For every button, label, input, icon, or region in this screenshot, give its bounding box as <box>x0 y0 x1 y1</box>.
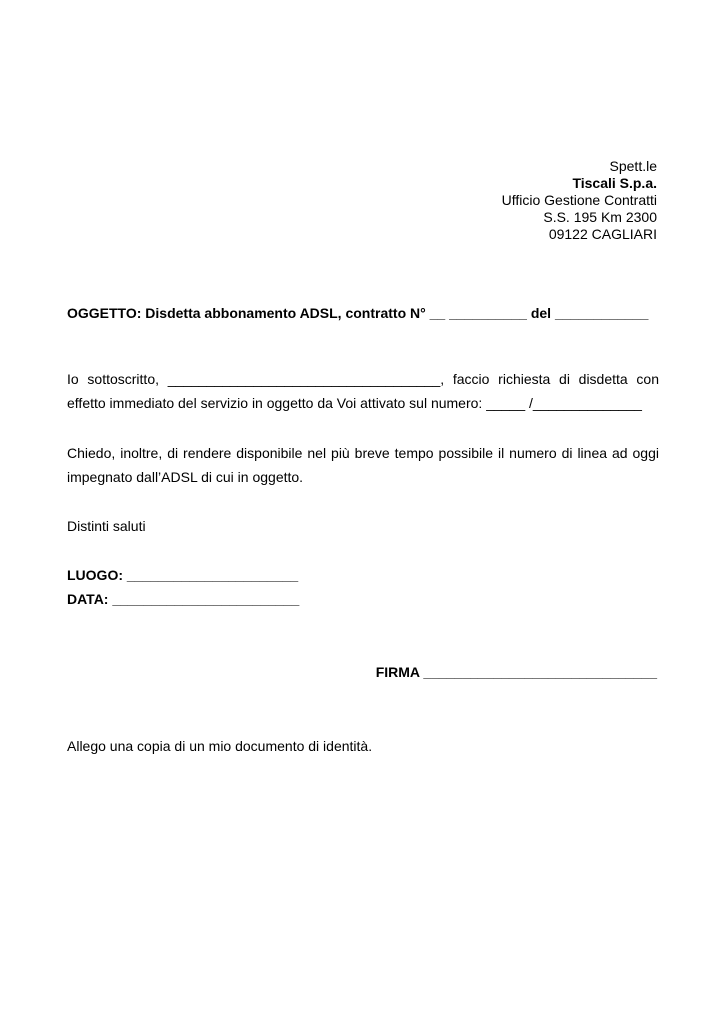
addressee-office: Ufficio Gestione Contratti <box>501 192 657 208</box>
addressee-salutation: Spett.le <box>609 158 657 174</box>
attachment-note: Allego una copia di un mio documento di identità. <box>67 738 373 754</box>
addressee-city: 09122 CAGLIARI <box>548 226 657 242</box>
subject-line: OGGETTO: Disdetta abbonamento ADSL, contratto N° __ __________ del ____________ <box>67 305 649 321</box>
luogo-field: LUOGO: ______________________ <box>67 567 299 583</box>
place-date-fields <box>67 563 659 611</box>
addressee-block <box>502 158 657 243</box>
signature-field: FIRMA ______________________________ <box>375 664 657 680</box>
data-field: DATA: ________________________ <box>67 591 300 607</box>
body-paragraph-2-line-1: Chiedo, inoltre, di rendere disponibile nel più breve tempo possibile il numero di linea ad oggi <box>67 445 659 461</box>
body-paragraph-1-line-1: Io sottoscritto, ___________________________________, faccio richiesta di disdetta con <box>67 371 659 387</box>
body-paragraph-2-line-2: impegnato dall’ADSL di cui in oggetto. <box>67 469 304 485</box>
body-paragraph-1 <box>67 367 659 415</box>
closing-greeting: Distinti saluti <box>67 518 146 534</box>
addressee-street: S.S. 195 Km 2300 <box>543 209 657 225</box>
body-paragraph-1-line-2: effetto immediato del servizio in oggetto da Voi attivato sul numero: _____ /______________ <box>67 395 642 411</box>
addressee-company: Tiscali S.p.a. <box>572 175 657 191</box>
body-paragraph-2 <box>67 441 659 489</box>
